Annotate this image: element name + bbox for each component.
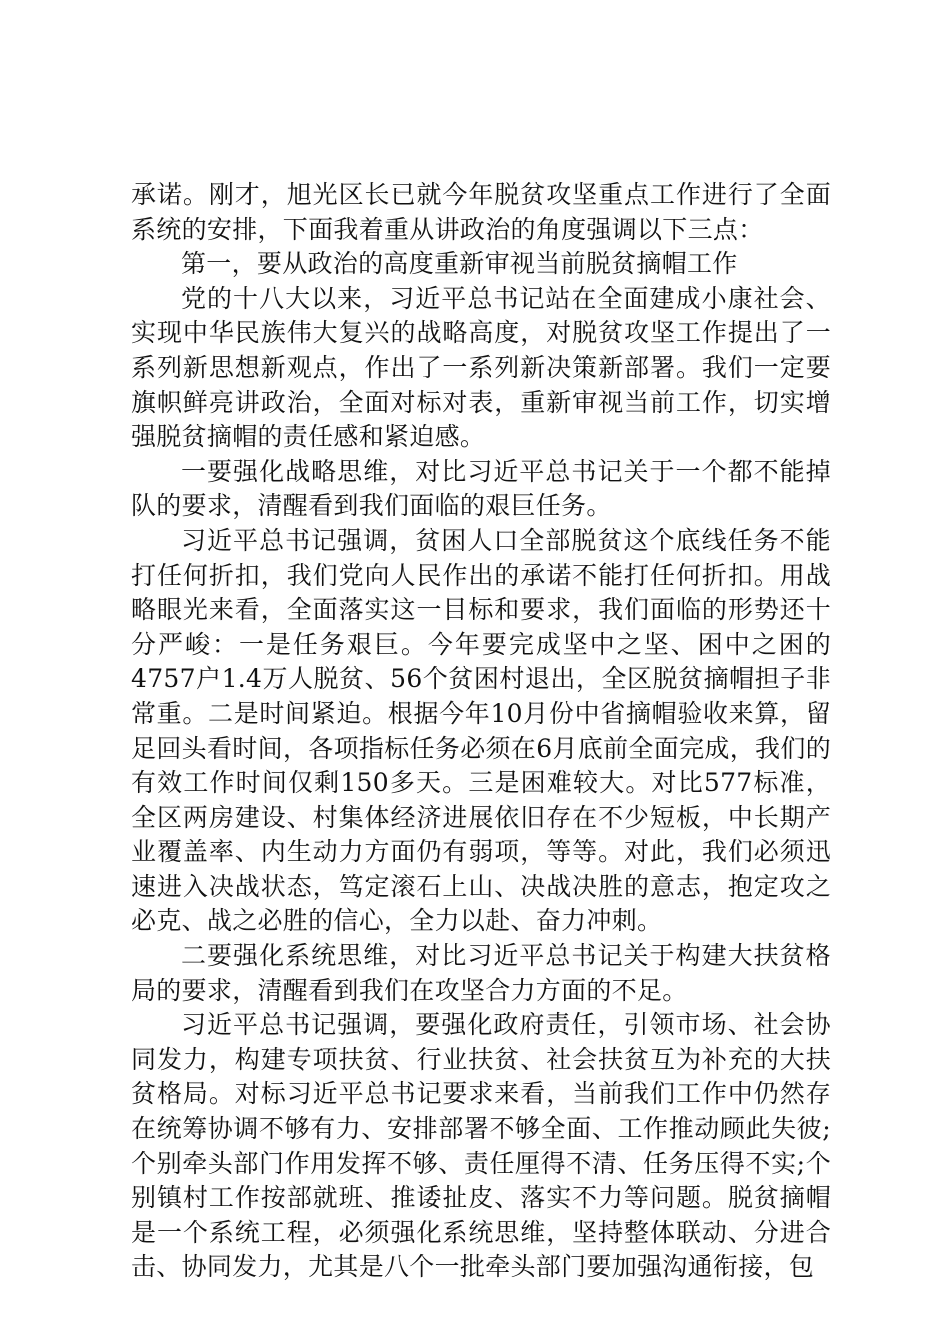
subheading-1: 一要强化战略思维，对比习近平总书记关于一个都不能掉队的要求，清醒看到我们面临的艰巨任务。 xyxy=(131,456,831,521)
paragraph-4: 习近平总书记强调，要强化政府责任，引领市场、社会协同发力，构建专项扶贫、行业扶贫、社会扶贫互为补充的大扶贫格局。对标习近平总书记要求来看，当前我们工作中仍然存在统筹协调不够有力、安排部署不够全面、工作推动顾此失彼;个别牵头部门作用发挥不够、责任厘得不清、任务压得不实;个别镇村工作按部就班、推诿扯皮、落实不力等问题。脱贫摘帽是一个系统工程，必须强化系统思维，坚持整体联动、分进合击、协同发力，尤其是八个一批牵头部门要加强沟通衔接，包 xyxy=(131,1010,831,1282)
paragraph-1: 承诺。刚才，旭光区长已就今年脱贫攻坚重点工作进行了全面系统的安排，下面我着重从讲政治的角度强调以下三点： xyxy=(131,180,831,244)
paragraph-2: 党的十八大以来，习近平总书记站在全面建成小康社会、实现中华民族伟大复兴的战略高度，对脱贫攻坚工作提出了一系列新思想新观点，作出了一系列新决策新部署。我们一定要旗帜鲜亮讲政治，全面对标对表，重新审视当前工作，切实增强脱贫摘帽的责任感和紧迫感。 xyxy=(131,283,831,452)
subheading-2: 二要强化系统思维，对比习近平总书记关于构建大扶贫格局的要求，清醒看到我们在攻坚合力方面的不足。 xyxy=(131,941,831,1005)
section-heading-1: 第一，要从政治的高度重新审视当前脱贫摘帽工作 xyxy=(181,249,738,279)
paragraph-3: 习近平总书记强调，贫困人口全部脱贫这个底线任务不能打任何折扣，我们党向人民作出的承诺不能打任何折扣。用战略眼光来看，全面落实这一目标和要求，我们面临的形势还十分严峻：一是任务艰巨。今年要完成坚中之坚、困中之困的4757户1.4万人脱贫、56个贫困村退出，全区脱贫摘帽担子非常重。二是时间紧迫。根据今年10月份中省摘帽验收来算，留足回头看时间，各项指标任务必须在6月底前全面完成，我们的有效工作时间仅剩150多天。三是困难较大。对比577标准，全区两房建设、村集体经济进展依旧存在不少短板，中长期产业覆盖率、内生动力方面仍有弱项，等等。对此，我们必须迅速进入决战状态，笃定滚石上山、决战决胜的意志，抱定攻之必克、战之必胜的信心，全力以赴、奋力冲刺。 xyxy=(131,525,831,936)
document-body xyxy=(131,178,831,1285)
